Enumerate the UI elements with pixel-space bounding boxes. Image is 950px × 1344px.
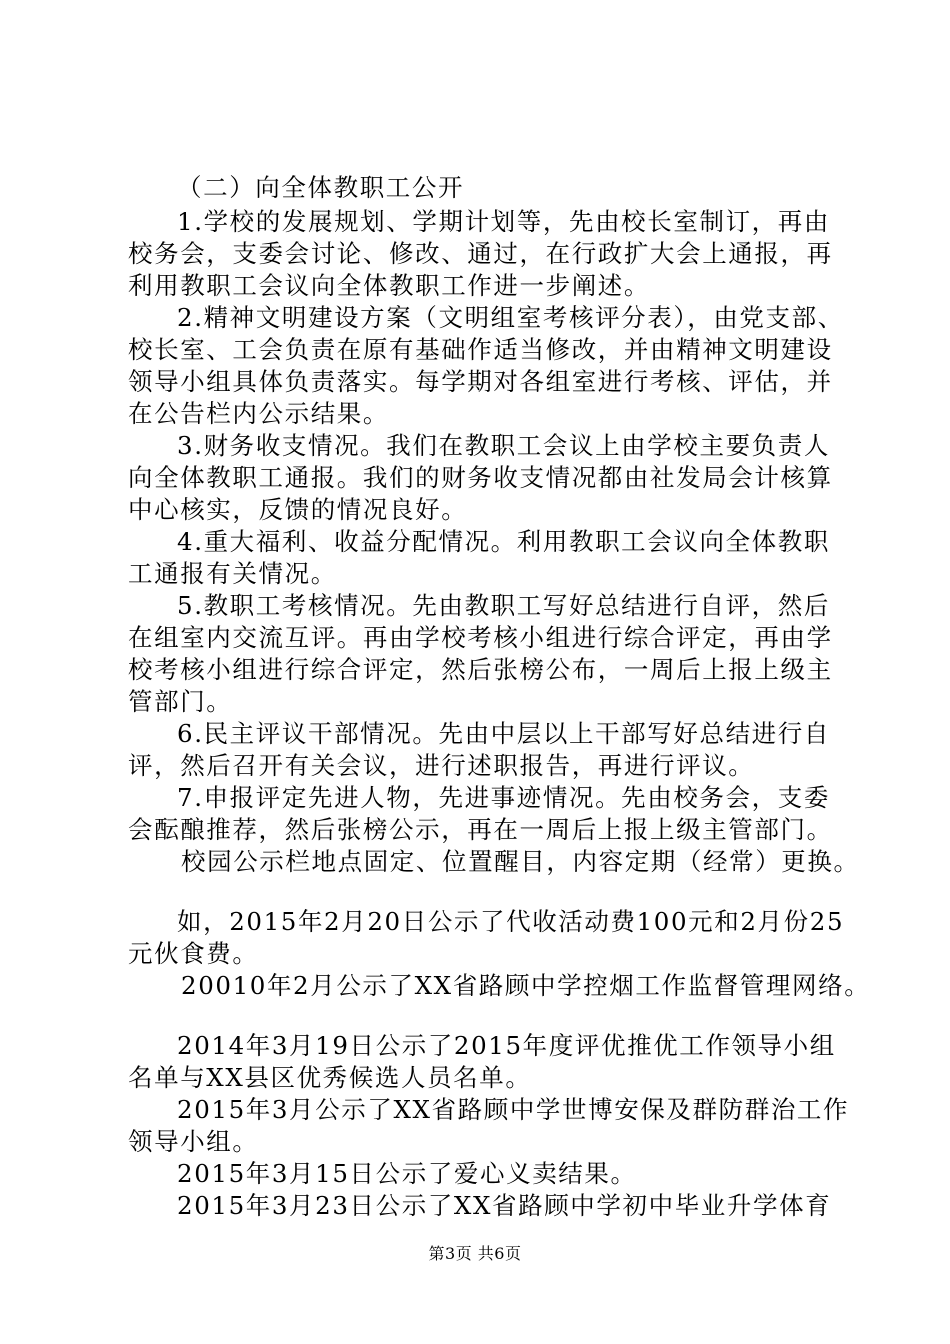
paragraph-line: 5.教职工考核情况。先由教职工写好总结进行自评，然后 — [177, 591, 830, 620]
section-heading: （二）向全体教职工公开 — [177, 173, 465, 202]
page-footer: 第3页 共6页 — [428, 1244, 522, 1263]
paragraph-line: 在公告栏内公示结果。 — [128, 399, 389, 428]
paragraph-line: 3.财务收支情况。我们在教职工会议上由学校主要负责人 — [177, 431, 830, 460]
paragraph-line: 2.精神文明建设方案（文明组室考核评分表），由党支部、 — [177, 303, 844, 332]
paragraph-line: 2015年3月15日公示了爱心义卖结果。 — [177, 1159, 637, 1188]
paragraph-line: 4.重大福利、收益分配情况。利用教职工会议向全体教职 — [177, 527, 830, 556]
paragraph-line: 名单与XX县区优秀候选人员名单。 — [128, 1063, 532, 1092]
paragraph-line: 领导小组具体负责落实。每学期对各组室进行考核、评估，并 — [128, 367, 833, 396]
paragraph-line: 在组室内交流互评。再由学校考核小组进行综合评定，再由学 — [128, 623, 833, 652]
paragraph-line: 校长室、工会负责在原有基础作适当修改，并由精神文明建设 — [128, 335, 833, 364]
paragraph-line: 评，然后召开有关会议，进行述职报告，再进行评议。 — [128, 751, 755, 780]
paragraph-line: 7.申报评定先进人物，先进事迹情况。先由校务会，支委 — [177, 783, 830, 812]
paragraph-line: 校务会，支委会讨论、修改、通过，在行政扩大会上通报，再 — [128, 239, 833, 268]
paragraph-line: 2015年3月公示了XX省路顾中学世博安保及群防群治工作 — [177, 1095, 850, 1124]
paragraph-line: 利用教职工会议向全体教职工作进一步阐述。 — [128, 271, 650, 300]
paragraph-line: 元伙食费。 — [128, 939, 259, 968]
paragraph-line: 1.学校的发展规划、学期计划等，先由校长室制订，再由 — [177, 207, 830, 236]
paragraph-line: 20010年2月公示了XX省路顾中学控烟工作监督管理网络。 — [181, 971, 871, 1000]
paragraph-line: 校园公示栏地点固定、位置醒目，内容定期（经常）更换。 — [181, 847, 860, 876]
paragraph-line: 工通报有关情况。 — [128, 559, 337, 588]
paragraph-line: 6.民主评议干部情况。先由中层以上干部写好总结进行自 — [177, 719, 830, 748]
paragraph-line: 校考核小组进行综合评定，然后张榜公布，一周后上报上级主 — [128, 655, 833, 684]
paragraph-line: 管部门。 — [128, 687, 233, 716]
paragraph-line: 会酝酿推荐，然后张榜公示，再在一周后上报上级主管部门。 — [128, 815, 833, 844]
paragraph-line: 如，2015年2月20日公示了代收活动费100元和2月份25 — [177, 907, 845, 936]
paragraph-line: 中心核实，反馈的情况良好。 — [128, 495, 468, 524]
paragraph-line: 向全体教职工通报。我们的财务收支情况都由社发局会计核算 — [128, 463, 833, 492]
paragraph-line: 领导小组。 — [128, 1127, 259, 1156]
paragraph-line: 2015年3月23日公示了XX省路顾中学初中毕业升学体育 — [177, 1191, 832, 1220]
paragraph-line: 2014年3月19日公示了2015年度评优推优工作领导小组 — [177, 1031, 836, 1060]
